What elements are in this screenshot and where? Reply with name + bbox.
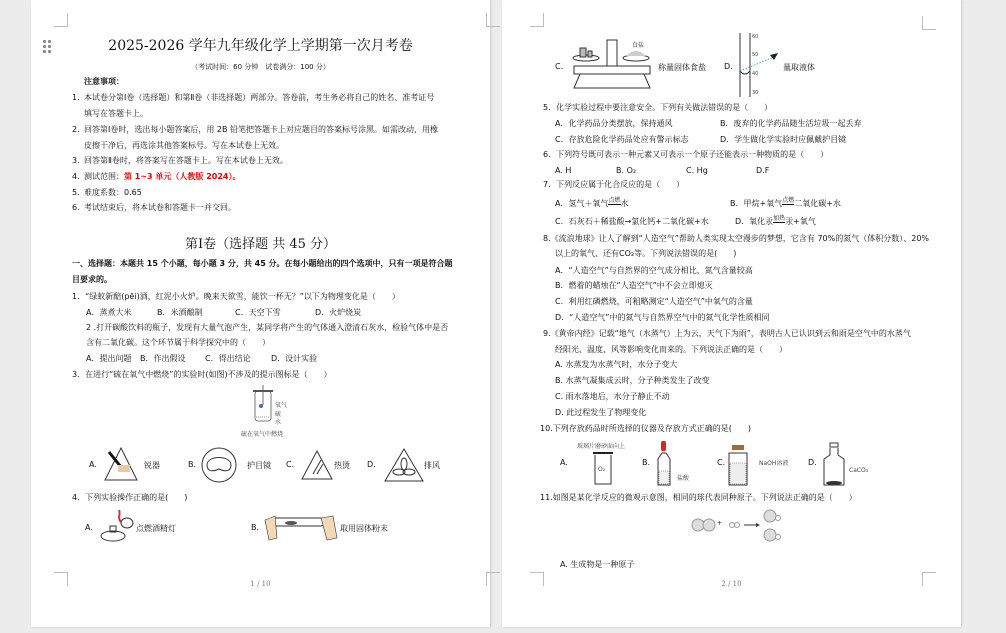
option: B. O₂ bbox=[616, 166, 637, 175]
question-8: 以上的氧气、还有CO₂等。下列说法错误的是( ) bbox=[555, 249, 737, 258]
tick-label: 50 bbox=[752, 52, 759, 58]
test-tube-powder-figure bbox=[263, 512, 339, 542]
option-letter: D. bbox=[367, 460, 376, 469]
option-text: 排风 bbox=[424, 461, 440, 470]
option-letter: B. bbox=[642, 458, 651, 467]
option: B．燃着的蜡烛在“人造空气”中不会立即熄灭 bbox=[555, 281, 713, 290]
question-3: 3．在进行“硫在氧气中燃烧”的实验时(如图)不涉及的提示图标是（ ） bbox=[72, 370, 332, 379]
question-2: 含有二氧化碳。这个环节属于科学探究中的（ ） bbox=[86, 338, 270, 347]
notice-text: 考试结束后，将本试卷和答题卡一并交回。 bbox=[84, 203, 236, 212]
tick-label: 60 bbox=[752, 34, 759, 40]
option: D．氧化汞加热汞+氧气 bbox=[735, 215, 816, 226]
option-letter: C. bbox=[286, 460, 295, 469]
option-text: 量取液体 bbox=[783, 63, 815, 72]
option: C．利用红磷燃烧，可粗略测定“人造空气”中氧气的含量 bbox=[555, 297, 753, 306]
figure-label: 水 bbox=[275, 419, 282, 426]
notice-number: 2. bbox=[72, 125, 80, 134]
hot-surface-icon bbox=[301, 450, 333, 480]
option-letter: C. bbox=[717, 458, 726, 467]
question-11: 11.如图是某化学反应的微观示意图，相同的球代表同种原子。下列说法正确的是（ ） bbox=[540, 493, 857, 502]
question-6: 6．下列符号既可表示一种元素又可表示一个原子还能表示一种物质的是（ ） bbox=[543, 150, 829, 159]
page-2 bbox=[502, 0, 961, 627]
figure-label: 玻璃片磨砂面向上 bbox=[577, 443, 626, 450]
option-letter: C. bbox=[555, 62, 564, 71]
option-letter: A. bbox=[560, 458, 568, 467]
notice-text: 回答第Ⅱ卷时，将答案写在答题卡上。写在本试卷上无效。 bbox=[84, 156, 288, 165]
figure-label: NaOH溶液 bbox=[759, 460, 789, 467]
option: D. 此过程发生了物理变化 bbox=[555, 408, 647, 417]
notice-number: 1. bbox=[72, 93, 80, 102]
option: A．化学药品分类摆放，保持通风 bbox=[555, 119, 673, 128]
option: D．设计实验 bbox=[271, 354, 318, 363]
option: C．石灰石＋稀盐酸→氯化钙+二氧化碳+水 bbox=[555, 217, 709, 226]
page-1 bbox=[31, 0, 490, 627]
dropper-bottle-figure bbox=[654, 441, 674, 487]
exam-info: （考试时间：60 分钟 试卷满分：100 分） bbox=[191, 63, 330, 71]
option: C．得出结论 bbox=[205, 354, 251, 363]
reagent-bottle-figure bbox=[727, 445, 749, 487]
option-text: 锐器 bbox=[144, 461, 160, 470]
option-letter: D. bbox=[808, 458, 817, 467]
figure-label: O₂ bbox=[598, 466, 606, 473]
option: C. 雨水落地后，水分子静止不动 bbox=[555, 392, 670, 401]
option: C. Hg bbox=[686, 166, 708, 175]
margin-corner-mark bbox=[486, 13, 500, 27]
section-instructions: 一、选择题：本题共 15 个小题，每小题 3 分，共 45 分。在每小题给出的四个选项中，只有一项是符合题 bbox=[72, 259, 453, 268]
option: A．提出问题 bbox=[86, 354, 132, 363]
tick-label: 40 bbox=[752, 71, 759, 77]
option-text: 称量固体食盐 bbox=[658, 63, 706, 72]
option: B．甲烷+氧气点燃二氧化碳+水 bbox=[730, 197, 841, 208]
option: D.F bbox=[756, 166, 770, 175]
section-title: 第Ⅰ卷（选择题 共 45 分） bbox=[184, 237, 337, 252]
plus-sign: + bbox=[717, 520, 723, 527]
question-9: 9.《黄帝内经》记载“地气（水蒸气）上为云，天气下为雨”，表明古人已认识到云和雨是空气中的水蒸气 bbox=[543, 329, 911, 338]
question-1: 1．“绿蚁新醅(pēi)酒，红泥小火炉。晚来天欲雪，能饮一杯无？”以下为物理变化是（ ） bbox=[72, 292, 400, 301]
figure-label: 盐酸 bbox=[677, 475, 690, 482]
ventilation-fan-icon bbox=[384, 448, 424, 482]
question-10: 10.下列存放药品时所选择的仪器及存放方式正确的是( ) bbox=[540, 424, 751, 433]
margin-corner-mark bbox=[922, 16, 936, 30]
option: A. H bbox=[555, 166, 572, 175]
wide-mouth-bottle-figure bbox=[822, 443, 846, 487]
question-9: 经阳光、温度、风等影响变化而来的。下列说法正确的是（ ） bbox=[555, 345, 787, 354]
option-text: 取用固体粉末 bbox=[340, 524, 388, 533]
option-letter: D. bbox=[724, 62, 733, 71]
option: D．“人造空气”中的氮气与自然界空气中的氮气化学性质相同 bbox=[555, 313, 770, 322]
notice-text: 本试卷分第Ⅰ卷（选择题）和第Ⅱ卷（非选择题）两部分。答卷前，考生务必将自己的姓名、准考证号 bbox=[84, 93, 435, 102]
option: A. 生成物是一种原子 bbox=[560, 560, 635, 569]
alcohol-lamp-figure bbox=[99, 508, 137, 544]
page-number: 1 / 10 bbox=[250, 580, 271, 588]
notice-text bbox=[84, 171, 240, 183]
page-number: 2 / 10 bbox=[721, 580, 742, 588]
option: A．“人造空气”与自然界的空气成分相比，氮气含量较高 bbox=[555, 266, 753, 275]
sharp-object-icon bbox=[104, 447, 138, 481]
option: C．存放危险化学药品处应有警示标志 bbox=[555, 135, 689, 144]
margin-corner-mark bbox=[530, 13, 544, 27]
option: B．废弃的化学药品随生活垃圾一起丢弃 bbox=[720, 119, 862, 128]
section-instructions: 目要求的。 bbox=[72, 275, 112, 284]
option: A．氢气＋氧气点燃水 bbox=[555, 197, 629, 208]
notice-text: 难度系数：0.65 bbox=[84, 188, 142, 197]
document-title: 2025-2026 学年九年级化学上学期第一次月考卷 bbox=[108, 38, 413, 54]
graduated-cylinder-figure bbox=[740, 33, 780, 97]
notice-text: 皮擦干净后，再选涂其他答案标号。写在本试卷上无效。 bbox=[84, 141, 284, 150]
figure-label: 食盐 bbox=[632, 42, 645, 49]
figure-label: 硫 bbox=[275, 411, 282, 418]
figure-label: CaCO₃ bbox=[849, 467, 869, 474]
notice-number: 5. bbox=[72, 188, 80, 197]
option: B. 水蒸气凝集成云时，分子种类发生了改变 bbox=[555, 376, 710, 385]
tick-label: 30 bbox=[752, 90, 759, 96]
notice-number: 4. bbox=[72, 172, 80, 181]
notice-number: 6. bbox=[72, 203, 80, 212]
figure-label: 氧气 bbox=[275, 402, 288, 409]
goggles-icon bbox=[201, 447, 237, 483]
option-text: 热烫 bbox=[334, 461, 350, 470]
question-8: 8.《流浪地球》让人了解到“人造空气”帮助人类实现太空漫步的梦想，它含有 70%的氮气（体积分数）、20% bbox=[543, 234, 930, 243]
option: B．作出假设 bbox=[140, 354, 186, 363]
notice-number: 3. bbox=[72, 156, 80, 165]
option-text: 护目镜 bbox=[247, 461, 271, 470]
question-5: 5．化学实验过程中要注意安全。下列有关做法错误的是（ ） bbox=[543, 103, 773, 112]
option-text: 点燃酒精灯 bbox=[136, 524, 176, 533]
notice-text: 回答第Ⅰ卷时，选出每小题答案后，用 2B 铅笔把答题卡上对应题目的答案标号涂黑。如需改动，用橡 bbox=[84, 125, 439, 134]
margin-corner-mark bbox=[54, 13, 68, 27]
option: B．米酒酿制 bbox=[157, 308, 203, 317]
notice-text: 填写在答题卡上。 bbox=[84, 109, 148, 118]
question-2: 2 .打开碳酸饮料的瓶子，发现有大量气泡产生，某同学将产生的气体通入澄清石灰水，检验气体中是否 bbox=[86, 323, 449, 332]
option: D．火炉烧炭 bbox=[315, 308, 362, 317]
question-7: 7．下列反应属于化合反应的是（ ） bbox=[543, 180, 685, 189]
notice-heading: 注意事项： bbox=[84, 77, 124, 86]
reaction-microscopic-diagram bbox=[692, 510, 782, 544]
option-letter: A. bbox=[89, 460, 97, 469]
figure-caption: 硫在氧气中燃烧 bbox=[241, 431, 284, 438]
option-letter: A. bbox=[85, 523, 93, 532]
option: D．学生做化学实验时应佩戴护目镜 bbox=[720, 135, 847, 144]
question-4: 4．下列实验操作正确的是( ) bbox=[72, 493, 188, 502]
test-scope-label: 测试范围： bbox=[84, 172, 124, 181]
option: C．天空下雪 bbox=[235, 308, 281, 317]
test-scope-value: 第 1~3 单元（人教版 2024）。 bbox=[124, 172, 241, 181]
option: A．蒸煮大米 bbox=[86, 308, 132, 317]
option-letter: B. bbox=[188, 460, 197, 469]
option: A. 水蒸发为水蒸气时，水分子变大 bbox=[555, 360, 678, 369]
option-letter: B. bbox=[251, 523, 260, 532]
